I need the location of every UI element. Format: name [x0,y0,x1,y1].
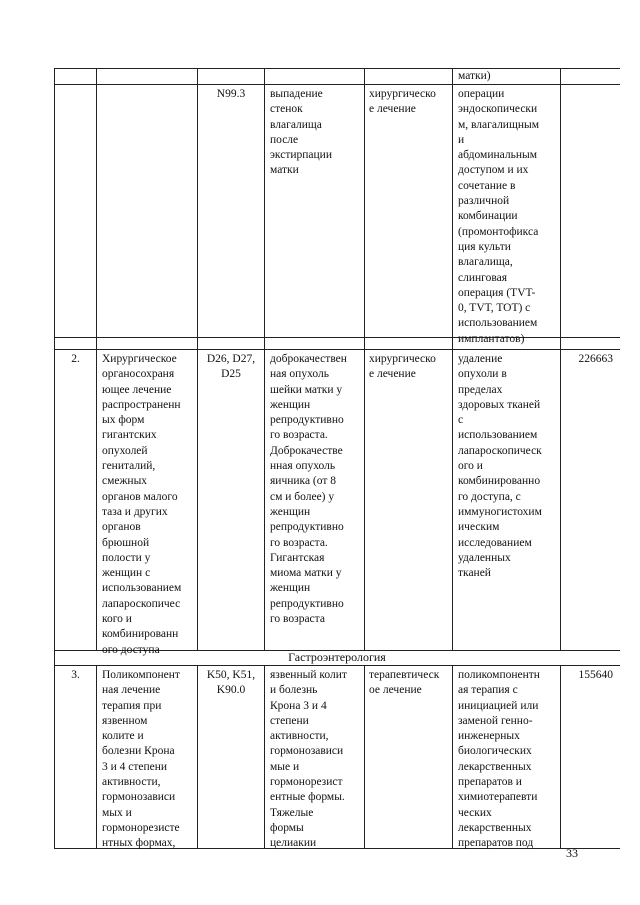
name-cell: Хирургическое органосохраня ющее лечение распространенн ых форм гигантских опухолей гениталий, смежных органов малого таза и других органов брюшной полости у женщин с использованием лапароскопичес кого и комбинированн ого доступа [102,353,182,656]
col-line [452,68,453,650]
col-line [364,68,365,650]
col-line [364,665,365,848]
method-cell: удаление опухоли в пределах здоровых тканей с использованием лапароскопическ ого и комбинированно го доступа, с иммуногистохим ическим исследованием удаленных тканей [458,353,542,580]
method-cell-fragment: матки) [458,70,491,82]
row-number: 3. [71,669,80,681]
codes-cell: D26, D27, D25 [206,353,256,381]
disease-cell: выпадение стенок влагалища после экстирпации матки [270,88,332,177]
row-number: 2. [71,353,80,365]
treatment-cell: хирургическо е лечение [369,353,436,381]
col-line [264,68,265,650]
cost-cell: 155640 [578,669,613,681]
disease-cell: язвенный колит и болезнь Крона 3 и 4 степени активности, гормонозависи мые и гормонорезист ентные формы. Тяжелые формы целиакии [270,669,347,850]
row-line [54,349,620,350]
cost-cell: 226663 [578,353,613,365]
col-line [54,68,55,848]
method-cell: поликомпонентн ая терапия с инициацией или заменой генно- инженерных биологических лекарственных препаратов и химиотерапевти ческих лекарственных препаратов под [458,669,540,850]
method-cell: операции эндоскопически м, влагалищным и абдоминальным доступом и их сочетание в различной комбинации (промонтофикса ция культи влагалища, слинговая операция (TVT- 0, TVT, TOT) с использованием имплантатов) [458,88,539,345]
name-cell: Поликомпонент ная лечение терапия при язвенном колите и болезни Крона 3 и 4 степени активности, гормонозависи мых и гормонорезисте нтных формах, [102,669,180,850]
treatment-cell: терапевтическ ое лечение [369,669,440,697]
col-line [96,68,97,650]
codes-cell: N99.3 [216,88,246,100]
disease-cell: доброкачествен ная опухоль шейки матки у женщин репродуктивно го возраста. Доброкачестве нная опухоль яичника (от 8 см и более) у женщин репродуктивно го возраста. Гигантская миома матки у женщин репродуктивно го возраста [270,353,347,626]
page-number: 33 [566,846,578,860]
treatment-cell: хирургическо е лечение [369,88,436,116]
codes-cell: K50, K51, K90.0 [206,669,256,697]
col-line [264,665,265,848]
col-line [96,665,97,848]
section-title: Гастроэнтерология [288,650,386,664]
col-line [560,665,561,848]
col-line [452,665,453,848]
